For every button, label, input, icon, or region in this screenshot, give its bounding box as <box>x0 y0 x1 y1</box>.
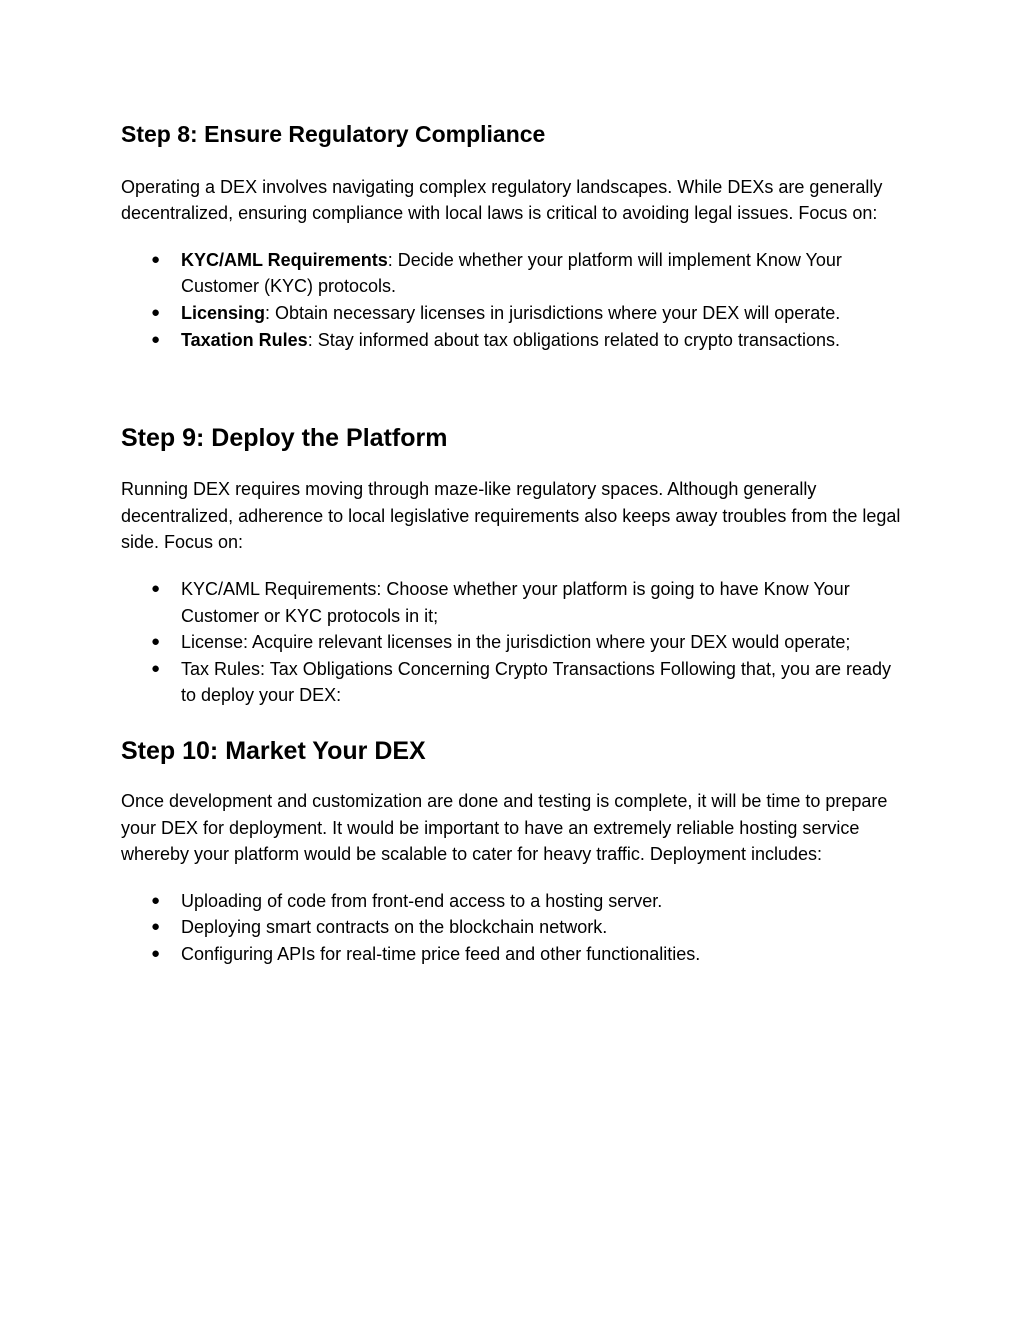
list-item <box>121 629 911 656</box>
list-item-text: : Obtain necessary licenses in jurisdictions where your DEX will operate. <box>265 302 841 323</box>
document-page <box>121 0 911 967</box>
list-item-text: Uploading of code from front-end access to a hosting server. <box>181 890 663 911</box>
section-paragraph: Once development and customization are done and testing is complete, it will be time to prepare your DEX for deployment. It would be important to have an extremely reliable hosting service whereby your platform would be scalable to cater for heavy traffic. Deployment includes: <box>121 790 888 865</box>
list-item <box>121 941 911 968</box>
bullet-icon: ● <box>151 250 161 268</box>
list-item-term: KYC/AML Requirements <box>181 249 388 270</box>
section-heading: Step 8: Ensure Regulatory Compliance <box>121 121 546 147</box>
section-paragraph: Operating a DEX involves navigating complex regulatory landscapes. While DEXs are generally decentralized, ensuring compliance with local laws is critical to avoiding legal issues. Focus on: <box>121 176 883 224</box>
section-heading: Step 10: Market Your DEX <box>121 736 426 765</box>
list-item-text: Tax Rules: Tax Obligations Concerning Crypto Transactions Following that, you are ready to deploy your DEX: <box>181 658 892 706</box>
list-item-text: KYC/AML Requirements: Choose whether your platform is going to have Know Your Customer or KYC protocols in it; <box>181 578 850 626</box>
list-item-term: Licensing <box>181 302 266 323</box>
bullet-list <box>121 247 911 353</box>
list-item <box>121 576 911 629</box>
bullet-icon: ● <box>151 579 161 597</box>
section-heading: Step 9: Deploy the Platform <box>121 424 448 453</box>
section-step-10 <box>121 736 911 968</box>
list-item-term: Taxation Rules <box>181 329 308 350</box>
bullet-list <box>121 888 911 968</box>
list-item-text: : Stay informed about tax obligations related to crypto transactions. <box>307 329 840 350</box>
list-item <box>121 914 911 941</box>
section-paragraph: Running DEX requires moving through maze-like regulatory spaces. Although generally decentralized, adherence to local legislative requirements also keeps away troubles from the legal side. Focus on: <box>121 479 901 553</box>
section-step-8 <box>121 121 911 353</box>
list-item-text: Configuring APIs for real-time price feed and other functionalities. <box>181 943 701 964</box>
bullet-icon: ● <box>151 633 161 651</box>
bullet-icon: ● <box>151 303 161 321</box>
bullet-icon: ● <box>151 330 161 348</box>
bullet-icon: ● <box>151 918 161 936</box>
bullet-list <box>121 576 911 709</box>
section-step-9 <box>121 423 911 709</box>
list-item <box>121 327 911 354</box>
bullet-icon: ● <box>151 944 161 962</box>
list-item-text: : Decide whether your platform will implement Know Your Customer (KYC) protocols. <box>181 249 842 297</box>
list-item-text: Deploying smart contracts on the blockchain network. <box>181 917 608 938</box>
list-item <box>121 247 911 300</box>
list-item <box>121 888 911 915</box>
list-item <box>121 656 911 709</box>
bullet-icon: ● <box>151 891 161 909</box>
list-item <box>121 300 911 327</box>
bullet-icon: ● <box>151 659 161 677</box>
list-item-text: License: Acquire relevant licenses in the jurisdiction where your DEX would operate; <box>181 632 851 653</box>
